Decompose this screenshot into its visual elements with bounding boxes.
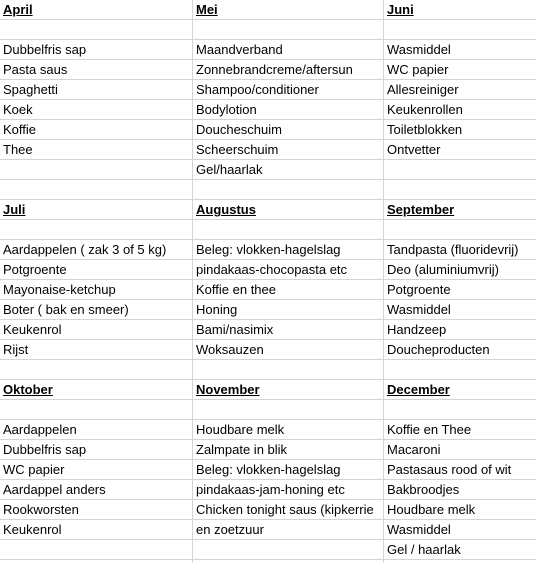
item-cell[interactable] — [0, 180, 192, 200]
item-cell[interactable] — [0, 160, 192, 180]
item-cell[interactable]: Beleg: vlokken-hagelslag — [193, 240, 383, 260]
item-cell[interactable]: Wasmiddel — [384, 300, 536, 320]
item-cell[interactable] — [384, 400, 536, 420]
item-cell[interactable]: Zonnebrandcreme/aftersun — [193, 60, 383, 80]
item-cell[interactable]: Pastasaus rood of wit — [384, 460, 536, 480]
item-cell[interactable] — [384, 180, 536, 200]
item-cell[interactable] — [0, 400, 192, 420]
column-c — [384, 0, 536, 563]
item-cell[interactable]: Gel/haarlak — [193, 160, 383, 180]
item-cell[interactable]: pindakaas-chocopasta etc — [193, 260, 383, 280]
item-cell[interactable] — [384, 160, 536, 180]
item-cell[interactable]: Toiletblokken — [384, 120, 536, 140]
item-cell[interactable]: Koffie — [0, 120, 192, 140]
item-cell[interactable] — [193, 400, 383, 420]
item-cell[interactable]: Mayonaise-ketchup — [0, 280, 192, 300]
column-b — [193, 0, 384, 563]
item-cell[interactable]: Keukenrol — [0, 320, 192, 340]
item-cell[interactable]: Shampoo/conditioner — [193, 80, 383, 100]
item-cell[interactable] — [193, 540, 383, 560]
item-cell[interactable]: Keukenrollen — [384, 100, 536, 120]
month-header-cell[interactable]: December — [384, 380, 536, 400]
item-cell[interactable]: en zoetzuur — [193, 520, 383, 540]
item-cell[interactable]: Doucheschuim — [193, 120, 383, 140]
item-cell[interactable]: Bodylotion — [193, 100, 383, 120]
month-header-cell[interactable]: September — [384, 200, 536, 220]
item-cell[interactable]: Houdbare melk — [193, 420, 383, 440]
item-cell[interactable]: Aardappelen — [0, 420, 192, 440]
item-cell[interactable] — [384, 360, 536, 380]
item-cell[interactable]: Tandpasta (fluoridevrij) — [384, 240, 536, 260]
month-header-cell[interactable]: November — [193, 380, 383, 400]
item-cell[interactable] — [193, 180, 383, 200]
item-cell[interactable]: Keukenrol — [0, 520, 192, 540]
item-cell[interactable] — [384, 220, 536, 240]
item-cell[interactable]: Aardappelen ( zak 3 of 5 kg) — [0, 240, 192, 260]
item-cell[interactable]: Spaghetti — [0, 80, 192, 100]
item-cell[interactable]: Bakbroodjes — [384, 480, 536, 500]
item-cell[interactable]: Potgroente — [384, 280, 536, 300]
item-cell[interactable] — [0, 540, 192, 560]
item-cell[interactable] — [0, 360, 192, 380]
item-cell[interactable]: Thee — [0, 140, 192, 160]
item-cell[interactable]: Zalmpate in blik — [193, 440, 383, 460]
item-cell[interactable]: WC papier — [0, 460, 192, 480]
item-cell[interactable]: Macaroni — [384, 440, 536, 460]
item-cell[interactable]: Dubbelfris sap — [0, 40, 192, 60]
month-header-cell[interactable]: April — [0, 0, 192, 20]
item-cell[interactable]: Honing — [193, 300, 383, 320]
item-cell[interactable]: Koek — [0, 100, 192, 120]
month-header-cell[interactable]: Augustus — [193, 200, 383, 220]
month-header-cell[interactable]: Juni — [384, 0, 536, 20]
item-cell[interactable]: Wasmiddel — [384, 520, 536, 540]
item-cell[interactable]: pindakaas-jam-honing etc — [193, 480, 383, 500]
item-cell[interactable]: Boter ( bak en smeer) — [0, 300, 192, 320]
item-cell[interactable] — [193, 20, 383, 40]
item-cell[interactable]: Bami/nasimix — [193, 320, 383, 340]
item-cell[interactable]: Rookworsten — [0, 500, 192, 520]
item-cell[interactable] — [193, 360, 383, 380]
month-header-cell[interactable]: Mei — [193, 0, 383, 20]
item-cell[interactable]: Koffie en thee — [193, 280, 383, 300]
item-cell[interactable]: Handzeep — [384, 320, 536, 340]
item-cell[interactable]: Allesreiniger — [384, 80, 536, 100]
item-cell[interactable]: Deo (aluminiumvrij) — [384, 260, 536, 280]
item-cell[interactable] — [0, 20, 192, 40]
item-cell[interactable]: Dubbelfris sap — [0, 440, 192, 460]
item-cell[interactable]: Pasta saus — [0, 60, 192, 80]
item-cell[interactable]: Potgroente — [0, 260, 192, 280]
month-header-cell[interactable]: Juli — [0, 200, 192, 220]
item-cell[interactable]: Houdbare melk — [384, 500, 536, 520]
item-cell[interactable]: Chicken tonight saus (kipkerrie — [193, 500, 383, 520]
item-cell[interactable]: Wasmiddel — [384, 40, 536, 60]
item-cell[interactable]: Doucheproducten — [384, 340, 536, 360]
month-header-cell[interactable]: Oktober — [0, 380, 192, 400]
item-cell[interactable] — [384, 20, 536, 40]
item-cell[interactable]: Aardappel anders — [0, 480, 192, 500]
column-a — [0, 0, 193, 563]
item-cell[interactable] — [0, 220, 192, 240]
item-cell[interactable]: Beleg: vlokken-hagelslag — [193, 460, 383, 480]
item-cell[interactable]: WC papier — [384, 60, 536, 80]
item-cell[interactable]: Gel / haarlak — [384, 540, 536, 560]
item-cell[interactable] — [193, 220, 383, 240]
item-cell[interactable]: Rijst — [0, 340, 192, 360]
item-cell[interactable]: Woksauzen — [193, 340, 383, 360]
item-cell[interactable]: Maandverband — [193, 40, 383, 60]
item-cell[interactable]: Ontvetter — [384, 140, 536, 160]
item-cell[interactable]: Koffie en Thee — [384, 420, 536, 440]
item-cell[interactable]: Scheerschuim — [193, 140, 383, 160]
